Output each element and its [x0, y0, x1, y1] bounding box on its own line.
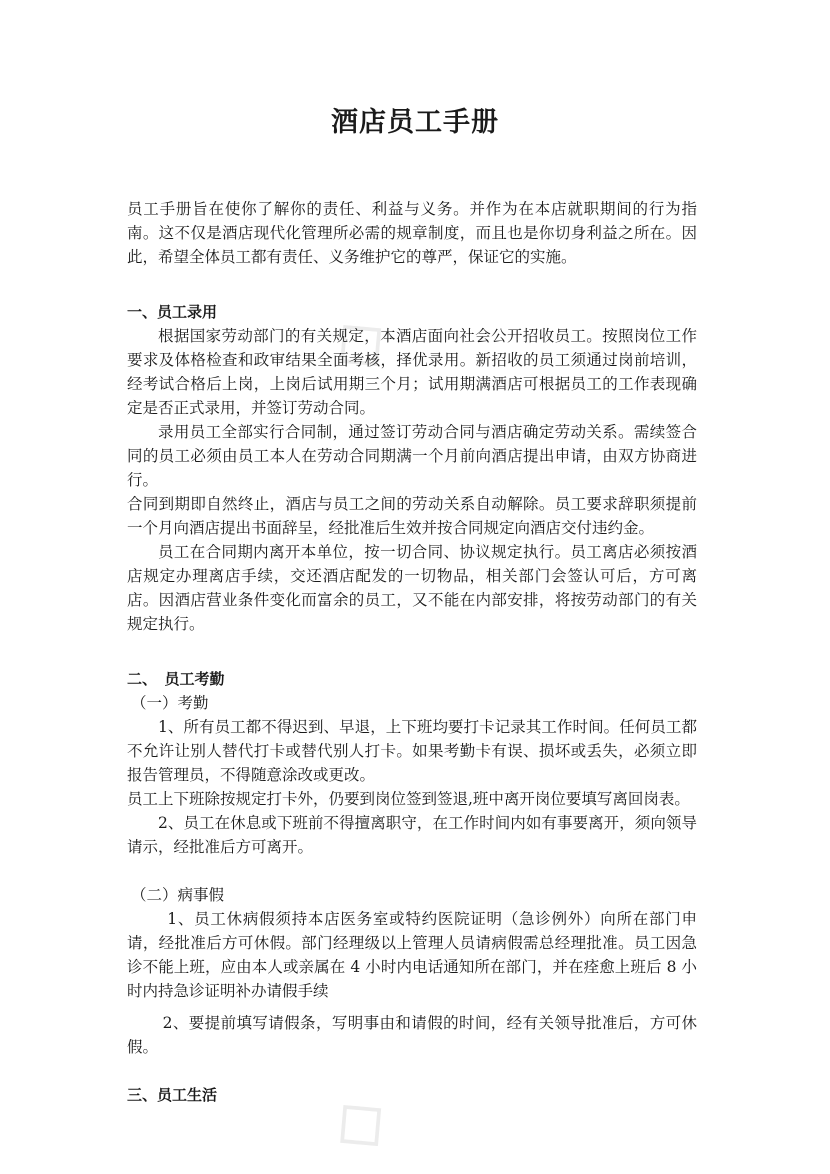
section-heading-recruitment: 一、员工录用 [127, 303, 218, 321]
subsection-heading-attendance: （一）考勤 [131, 694, 209, 712]
subsection-heading-leave: （二）病事假 [131, 886, 225, 904]
body-paragraph: 1、所有员工都不得迟到、早退，上下班均要打卡记录其工作时间。任何员工都不允许让别人替代打卡或替代别人打卡。如果考勤卡有误、损坏或丢失，必须立即报告管理员，不得随意涂改或更改。 [127, 718, 697, 784]
body-paragraph: 合同到期即自然终止，酒店与员工之间的劳动关系自动解除。员工要求辞职须提前一个月向酒店提出书面辞呈，经批准后生效并按合同规定向酒店交付违约金。 [127, 495, 697, 537]
section-heading-attendance: 二、 员工考勤 [127, 670, 225, 688]
watermark-mark: ◇ [309, 1072, 404, 1170]
body-paragraph: 录用员工全部实行合同制，通过签订劳动合同与酒店确定劳动关系。需续签合同的员工必须由员工本人在劳动合同期满一个月前向酒店提出申请，由双方协商进行。 [127, 423, 697, 489]
body-paragraph: 1、员工休病假须持本店医务室或特约医院证明（急诊例外）向所在部门申请，经批准后方可休假。部门经理级以上管理人员请病假需总经理批准。员工因急诊不能上班，应由本人或亲属在 4 小时内电话通知所在部门，并在痊愈上班后 8 小时内持急诊证明补办请假手续 [127, 910, 697, 1000]
body-paragraph: 员工在合同期内离开本单位，按一切合同、协议规定执行。员工离店必须按酒店规定办理离店手续，交还酒店配发的一切物品，相关部门会签认可后，方可离店。因酒店营业条件变化而富余的员工，又不能在内部安排，将按劳动部门的有关规定执行。 [127, 543, 697, 633]
body-paragraph: 2、要提前填写请假条，写明事由和请假的时间，经有关领导批准后，方可休假。 [127, 1014, 697, 1056]
watermark-mark: ◇ [309, 292, 404, 390]
body-paragraph: 根据国家劳动部门的有关规定，本酒店面向社会公开招收员工。按照岗位工作要求及体格检查和政审结果全面考核，择优录用。新招收的员工须通过岗前培训，经考试合格后上岗，上岗后试用期三个月；试用期满酒店可根据员工的工作表现确定是否正式录用，并签订劳动合同。 [127, 327, 697, 417]
body-paragraph: 员工上下班除按规定打卡外，仍要到岗位签到签退,班中离开岗位要填写离回岗表。 [127, 790, 690, 808]
section-heading-life: 三、员工生活 [127, 1086, 218, 1104]
page-title: 酒店员工手册 [331, 107, 499, 138]
body-paragraph: 2、员工在休息或下班前不得擅离职守，在工作时间内如有事要离开，须向领导请示，经批准后方可离开。 [127, 814, 697, 856]
document-body [127, 197, 697, 1107]
intro-paragraph: 员工手册旨在使你了解你的责任、利益与义务。并作为在本店就职期间的行为指南。这不仅是酒店现代化管理所必需的规章制度，而且也是你切身利益之所在。因此，希望全体员工都有责任、义务维护它的尊严，保证它的实施。 [127, 200, 697, 266]
